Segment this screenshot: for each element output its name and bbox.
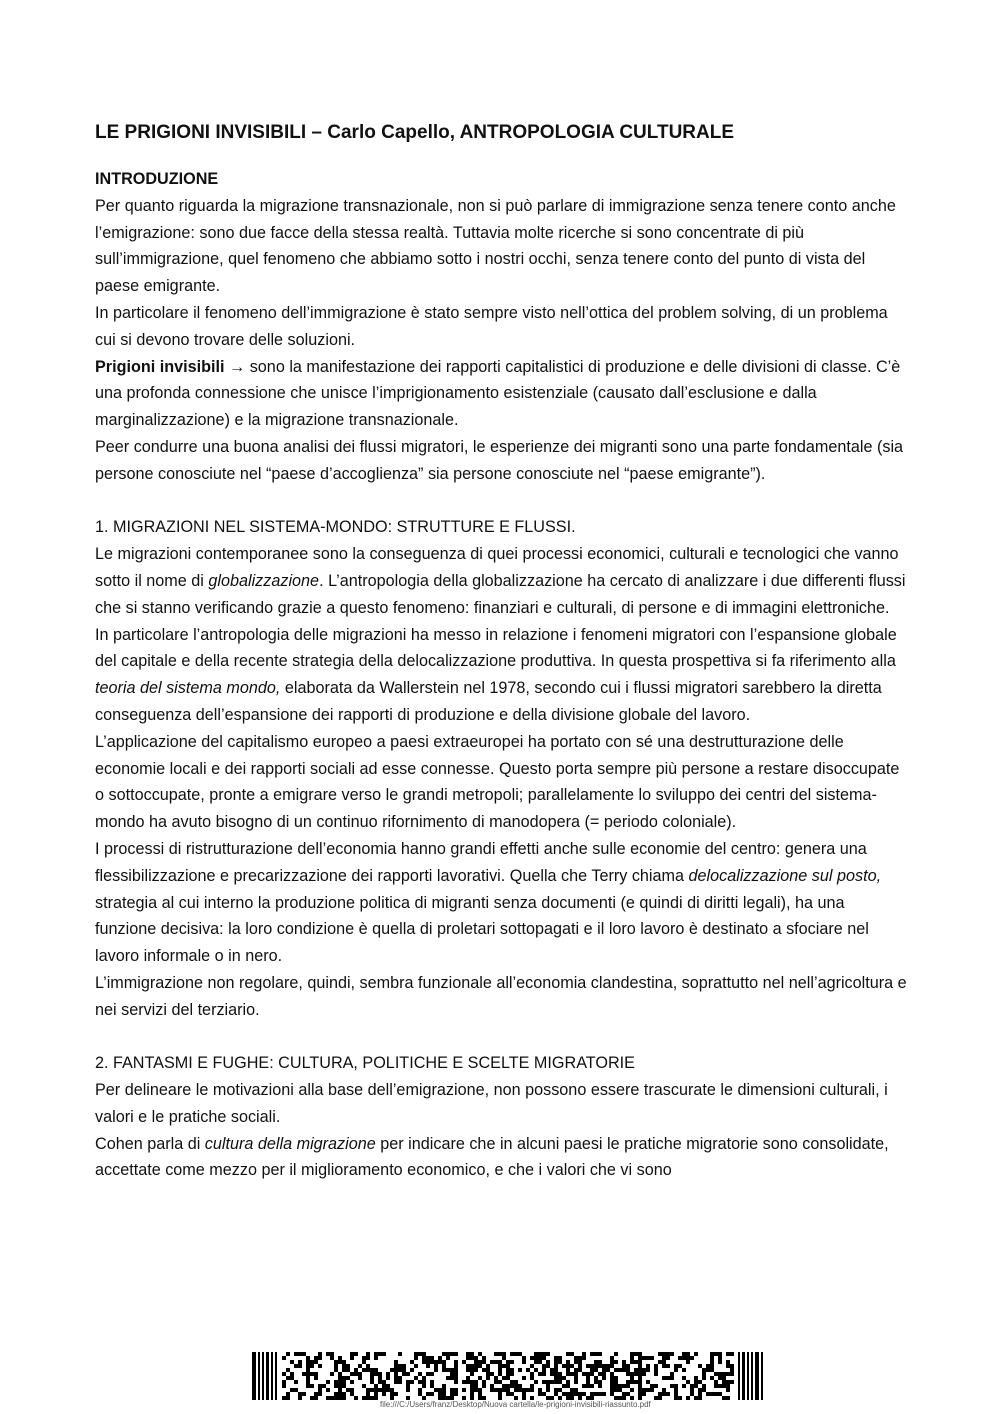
intro-section [95, 166, 910, 488]
section-2-heading: 2. FANTASMI E FUGHE: CULTURA, POLITICHE E SCELTE MIGRATORIE [95, 1054, 635, 1073]
italic-term: cultura della migrazione [204, 1134, 376, 1153]
spacer [95, 1024, 910, 1051]
text-run: elaborata da Wallerstein nel 1978, secondo cui i flussi migratori sarebbero la diretta conseguenza dell’espansione dei rapporti di produzione e della divisione globale del lavoro. [95, 679, 882, 724]
prigioni-invisibili-term: Prigioni invisibili [95, 357, 225, 376]
barcode-icon [252, 1352, 764, 1400]
italic-term: teoria del sistema mondo, [95, 679, 281, 698]
intro-heading: INTRODUZIONE [95, 170, 219, 188]
document-page [95, 118, 910, 1184]
intro-paragraph-2: In particolare il fenomeno dell’immigrazione è stato sempre visto nell’ottica del problem solving, di un problema cui si devono trovare delle soluzioni. [95, 303, 888, 349]
text-run: I processi di ristrutturazione dell’economia hanno grandi effetti anche sulle economie del centro: genera una flessibilizzazione e precarizzazione dei rapporti lavorativi. Quella che Terry chiama [95, 839, 867, 885]
text-run: per indicare che in alcuni paesi le pratiche migratorie sono consolidate, accettate come mezzo per il miglioramento economico, e che i valori che vi sono [95, 1134, 889, 1180]
footer-file-path: file:///C:/Users/franz/Desktop/Nuova cartella/le-prigioni-invisibili-riassunto.pdf [380, 1400, 651, 1409]
section-2 [95, 1050, 910, 1184]
section-2-paragraph-2 [95, 1131, 910, 1185]
text-run: . L’antropologia della globalizzazione ha cercato di analizzare i due differenti flussi che si stanno verificando grazie a questo fenomeno: finanziari e culturali, di persone e di immagini elettroniche. [95, 571, 906, 617]
section-1-paragraph-2 [95, 622, 910, 729]
intro-paragraph-3 [95, 354, 910, 434]
italic-term: delocalizzazione sul posto, [688, 866, 882, 885]
intro-paragraph-3-text: → sono la manifestazione dei rapporti capitalistici di produzione e delle divisioni di classe. C’è una profonda connessione che unisce l’imprigionamento esistenziale (causato dall’esclusione e dalla marginalizzazione) e la migrazione transnazionale. [95, 357, 901, 430]
text-run: In particolare l’antropologia delle migrazioni ha messo in relazione i fenomeni migratori con l’espansione globale del capitale e della recente strategia della delocalizzazione produttiva. In questa prospettiva si fa riferimento alla [95, 625, 897, 671]
section-1-paragraph-5: L’immigrazione non regolare, quindi, sembra funzionale all’economia clandestina, soprattutto nel nell’agricoltura e nei servizi del terziario. [95, 973, 907, 1019]
text-run: strategia al cui interno la produzione politica di migranti senza documenti (e quindi di diritti legali), ha una funzione decisiva: la loro condizione è quella di proletari sottopagati e il loro lavoro è destinato a sfociare nel lavoro informale o in nero. [95, 893, 869, 966]
intro-paragraph-4: Peer condurre una buona analisi dei flussi migratori, le esperienze dei migranti sono una parte fondamentale (sia persone conosciute nel “paese d’accoglienza” sia persone conosciute nel “paese emigrante”). [95, 437, 904, 483]
section-1-paragraph-1 [95, 541, 910, 621]
document-title: LE PRIGIONI INVISIBILI – Carlo Capello, ANTROPOLOGIA CULTURALE [95, 122, 735, 143]
section-1 [95, 514, 910, 1023]
spacer [95, 488, 910, 515]
section-2-paragraph-1: Per delineare le motivazioni alla base dell’emigrazione, non possono essere trascurate le dimensioni culturali, i valori e le pratiche sociali. [95, 1081, 888, 1126]
italic-term: globalizzazione [208, 571, 320, 590]
section-1-heading: 1. MIGRAZIONI NEL SISTEMA-MONDO: STRUTTURE E FLUSSI. [95, 518, 576, 537]
section-1-paragraph-3: L’applicazione del capitalismo europeo a paesi extraeuropei ha portato con sé una destrutturazione delle economie locali e dei rapporti sociali ad esse connesse. Questo porta sempre più persone a restare disoccupate o sottoccupate, pronte a emigrare verso le grandi metropoli; parallelamente lo sviluppo dei centri del sistema-mondo ha avuto bisogno di un continuo rifornimento di manodopera (= periodo coloniale). [95, 732, 900, 832]
intro-paragraph-1: Per quanto riguarda la migrazione transnazionale, non si può parlare di immigrazione senza tenere conto anche l’emigrazione: sono due facce della stessa realtà. Tuttavia molte ricerche si sono concentrate di più sull’immigrazione, quel fenomeno che abbiamo sotto i nostri occhi, senza tenere conto del punto di vista del paese emigrante. [95, 196, 896, 296]
section-1-paragraph-4 [95, 836, 910, 970]
text-run: Cohen parla di [95, 1134, 205, 1153]
text-run: Le migrazioni contemporanee sono la conseguenza di quei processi economici, culturali e tecnologici che vanno sotto il nome di [95, 545, 899, 590]
